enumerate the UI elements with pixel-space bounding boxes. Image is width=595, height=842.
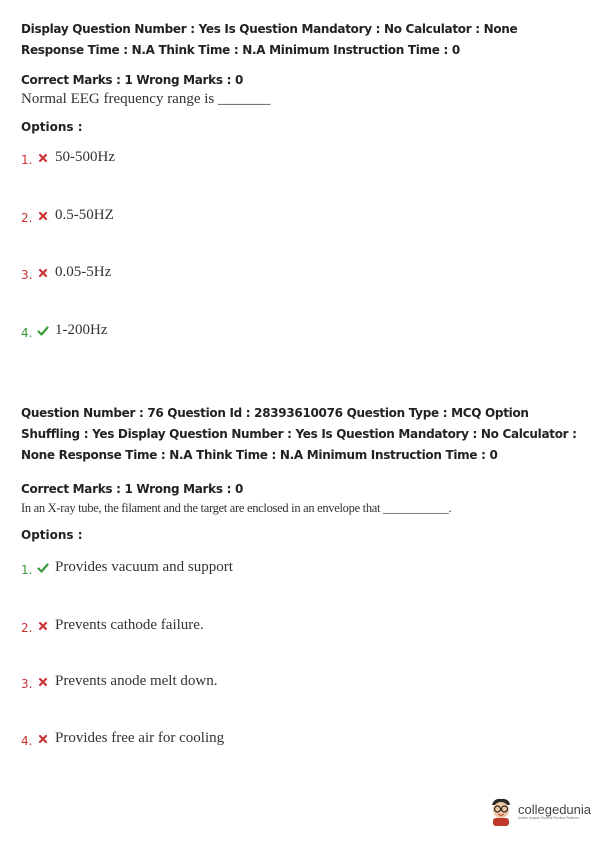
correct-check-icon	[37, 325, 49, 337]
logo-tagline: India's largest Student Review Platform	[518, 816, 579, 820]
option-text: Provides free air for cooling	[55, 729, 225, 746]
q2-options-label: Options :	[21, 528, 83, 542]
option-number: 2.	[21, 211, 33, 225]
q1-question-text: Normal EEG frequency range is _______	[21, 91, 271, 107]
q2-question-text: In an X-ray tube, the filament and the target are enclosed in an envelope that ___________.	[21, 501, 452, 515]
option-text: 0.5-50HZ	[55, 206, 114, 223]
q1-option-2	[21, 205, 114, 225]
correct-check-icon	[37, 562, 49, 574]
q2-marks: Correct Marks : 1 Wrong Marks : 0	[21, 482, 243, 496]
q1-option-3	[21, 262, 111, 282]
option-number: 3.	[21, 268, 33, 282]
q2-option-1	[21, 557, 233, 577]
wrong-cross-icon	[37, 676, 49, 688]
wrong-cross-icon	[37, 733, 49, 745]
q1-option-4	[21, 320, 108, 340]
option-text: 0.05-5Hz	[55, 263, 112, 280]
q2-option-2	[21, 615, 204, 635]
option-text: Provides vacuum and support	[55, 558, 233, 575]
wrong-cross-icon	[37, 152, 49, 164]
option-text: 50-500Hz	[55, 148, 115, 165]
logo-wordmark: collegedunia	[518, 802, 592, 817]
option-number: 4.	[21, 734, 33, 748]
q2-metadata: Question Number : 76 Question Id : 28393610076 Question Type : MCQ Option Shuffling : Yes Display Question Number : Yes Is Question Mandatory : No Calculator : None Response Time : N.A Think Time : N.A Minimum Instruction Time : 0	[21, 406, 577, 462]
q1-metadata: Display Question Number : Yes Is Question Mandatory : No Calculator : None Response Time : N.A Think Time : N.A Minimum Instruction Time : 0	[21, 22, 518, 57]
collegedunia-logo	[488, 797, 591, 827]
mascot-icon	[488, 797, 514, 827]
option-text: Prevents anode melt down.	[55, 672, 218, 689]
q2-option-4	[21, 728, 224, 748]
q2-option-3	[21, 671, 217, 691]
option-number: 2.	[21, 621, 33, 635]
q1-options-label: Options :	[21, 120, 83, 134]
option-number: 4.	[21, 326, 33, 340]
option-number: 1.	[21, 153, 33, 167]
option-number: 3.	[21, 677, 33, 691]
q1-marks: Correct Marks : 1 Wrong Marks : 0	[21, 73, 243, 87]
wrong-cross-icon	[37, 210, 49, 222]
q1-option-1	[21, 147, 115, 167]
option-number: 1.	[21, 563, 33, 577]
wrong-cross-icon	[37, 620, 49, 632]
option-text: Prevents cathode failure.	[55, 616, 204, 633]
wrong-cross-icon	[37, 267, 49, 279]
option-text: 1-200Hz	[55, 321, 108, 338]
